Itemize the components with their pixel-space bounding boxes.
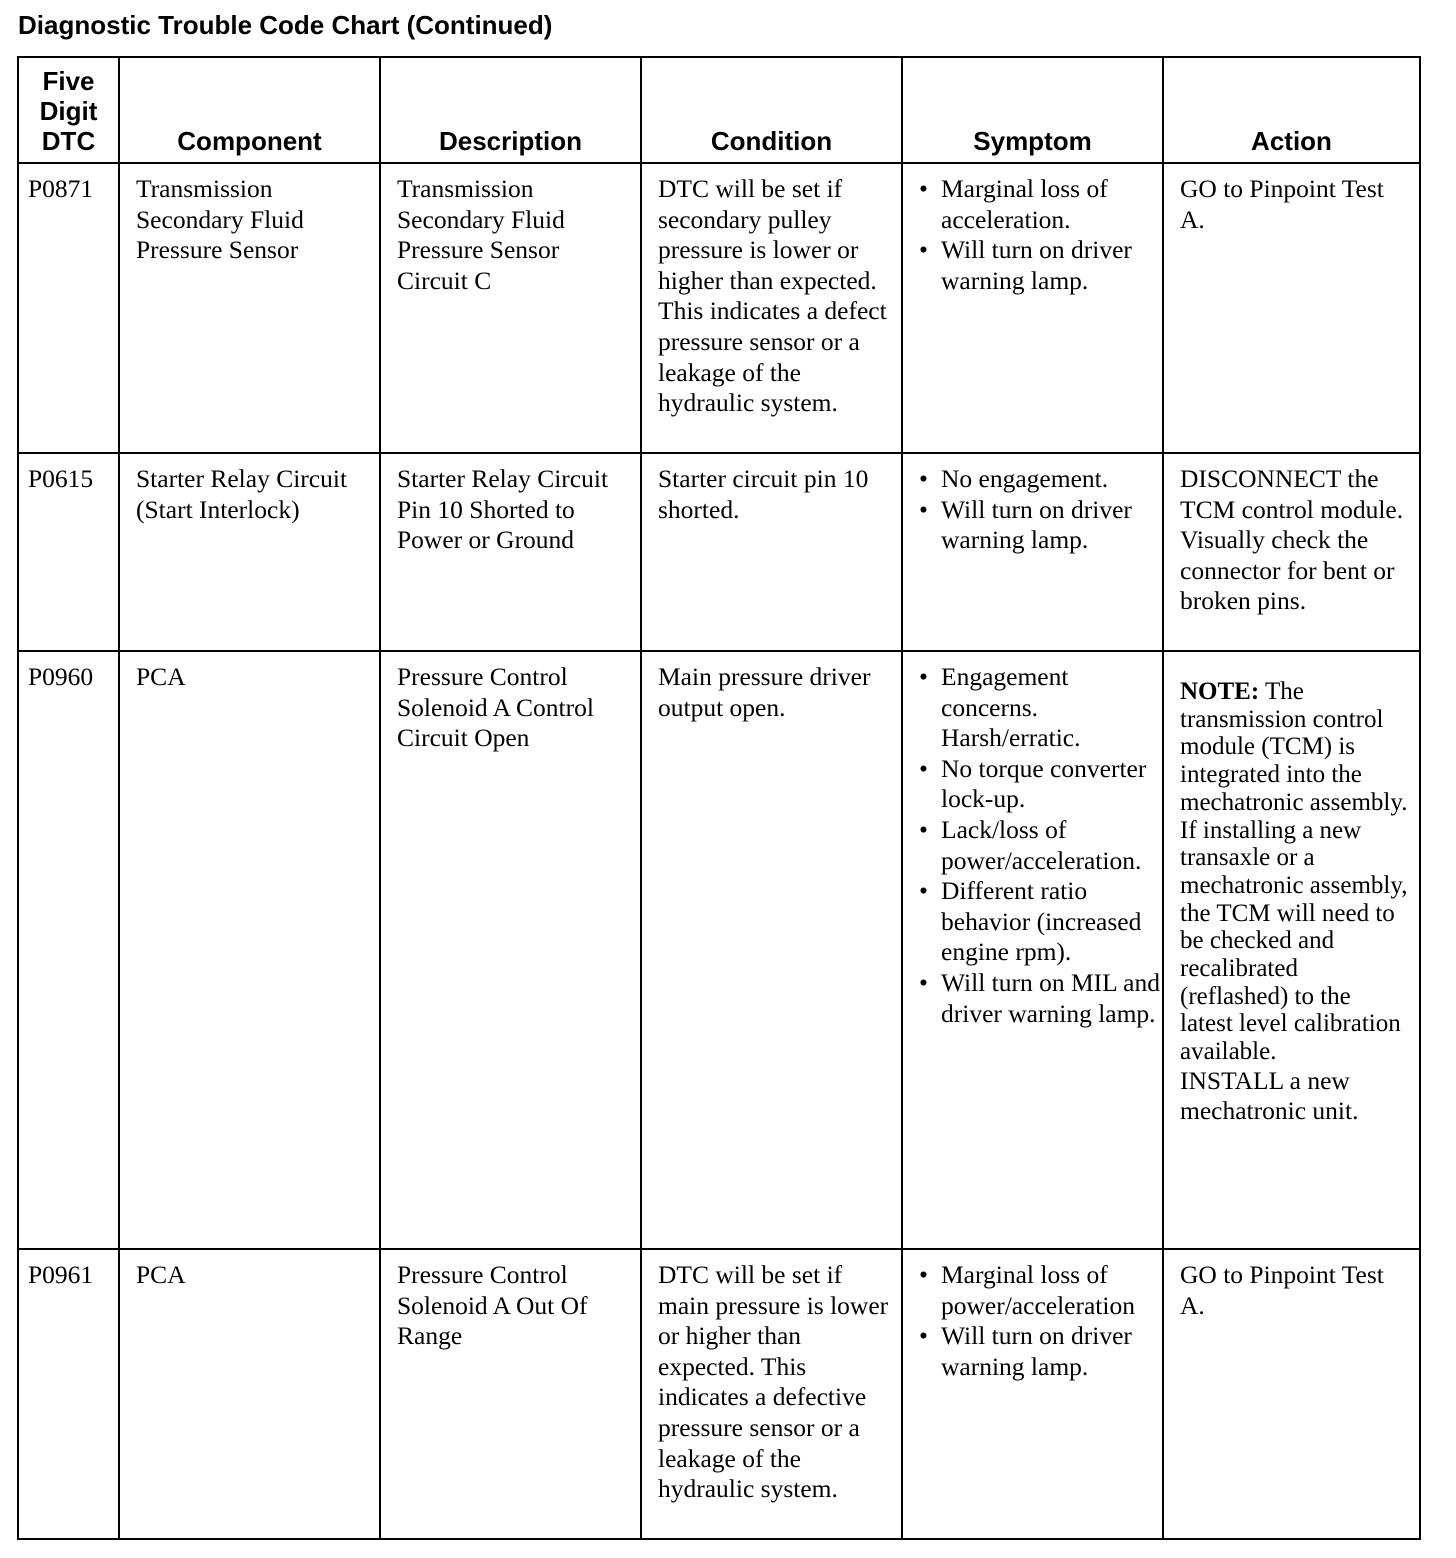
symptom-item: • Will turn on driver warning lamp. bbox=[917, 495, 1160, 556]
dtc-code: P0871 bbox=[18, 163, 119, 453]
description-cell: Pressure Control Solenoid A Out Of Range bbox=[380, 1249, 641, 1539]
symptom-cell bbox=[902, 651, 1163, 1249]
action-note bbox=[1180, 678, 1409, 1066]
symptom-item: • No torque converter lock-up. bbox=[917, 754, 1160, 815]
table-header-row bbox=[18, 57, 1420, 163]
symptom-list bbox=[917, 1260, 1160, 1382]
column-header-condition: Condition bbox=[641, 57, 902, 163]
symptom-item: • Will turn on driver warning lamp. bbox=[917, 1321, 1160, 1382]
table-row bbox=[18, 163, 1420, 453]
symptom-cell bbox=[902, 163, 1163, 453]
action-cell: GO to Pinpoint Test A. bbox=[1163, 1249, 1420, 1539]
condition-cell: Starter circuit pin 10 shorted. bbox=[641, 453, 902, 651]
condition-cell: Main pressure driver output open. bbox=[641, 651, 902, 1249]
action-cell bbox=[1163, 651, 1420, 1249]
symptom-item: • Will turn on MIL and driver warning lamp. bbox=[917, 968, 1160, 1029]
table-row bbox=[18, 651, 1420, 1249]
symptom-item: • Marginal loss of power/acceleration bbox=[917, 1260, 1160, 1321]
column-header-symptom: Symptom bbox=[902, 57, 1163, 163]
dtc-code: P0961 bbox=[18, 1249, 119, 1539]
symptom-cell bbox=[902, 1249, 1163, 1539]
note-text: The transmission control module (TCM) is integrated into the mechatronic assembly. If installing a new transaxle or a mechatronic assembly, the TCM will need to be checked and recalibrated (reflashed) to the latest level calibration available. bbox=[1180, 678, 1408, 1066]
symptom-cell bbox=[902, 453, 1163, 651]
column-header-description: Description bbox=[380, 57, 641, 163]
description-cell: Starter Relay Circuit Pin 10 Shorted to Power or Ground bbox=[380, 453, 641, 651]
symptom-item: • Different ratio behavior (increased engine rpm). bbox=[917, 876, 1160, 968]
component-cell: PCA bbox=[119, 651, 380, 1249]
action-cell: DISCONNECT the TCM control module. Visually check the connector for bent or broken pins. bbox=[1163, 453, 1420, 651]
dtc-code: P0960 bbox=[18, 651, 119, 1249]
description-cell: Transmission Secondary Fluid Pressure Sensor Circuit C bbox=[380, 163, 641, 453]
symptom-item: • No engagement. bbox=[917, 464, 1160, 495]
table-row bbox=[18, 453, 1420, 651]
condition-cell: DTC will be set if main pressure is lower or higher than expected. This indicates a defective pressure sensor or a leakage of the hydraulic system. bbox=[641, 1249, 902, 1539]
symptom-item: • Will turn on driver warning lamp. bbox=[917, 235, 1160, 296]
component-cell: Starter Relay Circuit (Start Interlock) bbox=[119, 453, 380, 651]
dtc-table bbox=[17, 56, 1421, 1540]
symptom-item: • Marginal loss of acceleration. bbox=[917, 174, 1160, 235]
symptom-list bbox=[917, 662, 1160, 1029]
table-row bbox=[18, 1249, 1420, 1539]
component-cell: Transmission Secondary Fluid Pressure Sensor bbox=[119, 163, 380, 453]
dtc-code: P0615 bbox=[18, 453, 119, 651]
page-title: Diagnostic Trouble Code Chart (Continued) bbox=[18, 10, 553, 40]
action-cell: GO to Pinpoint Test A. bbox=[1163, 163, 1420, 453]
component-cell: PCA bbox=[119, 1249, 380, 1539]
column-header-component: Component bbox=[119, 57, 380, 163]
action-instruction: INSTALL a new mechatronic unit. bbox=[1180, 1065, 1359, 1126]
symptom-list bbox=[917, 464, 1160, 556]
column-header-dtc: Five Digit DTC bbox=[18, 57, 119, 163]
symptom-list bbox=[917, 174, 1160, 296]
symptom-item: • Lack/loss of power/acceleration. bbox=[917, 815, 1160, 876]
description-cell: Pressure Control Solenoid A Control Circuit Open bbox=[380, 651, 641, 1249]
column-header-action: Action bbox=[1163, 57, 1420, 163]
symptom-item: • Engagement concerns. Harsh/erratic. bbox=[917, 662, 1160, 754]
note-label: NOTE: bbox=[1180, 678, 1260, 705]
condition-cell: DTC will be set if secondary pulley pressure is lower or higher than expected. This indicates a defect pressure sensor or a leakage of the hydraulic system. bbox=[641, 163, 902, 453]
